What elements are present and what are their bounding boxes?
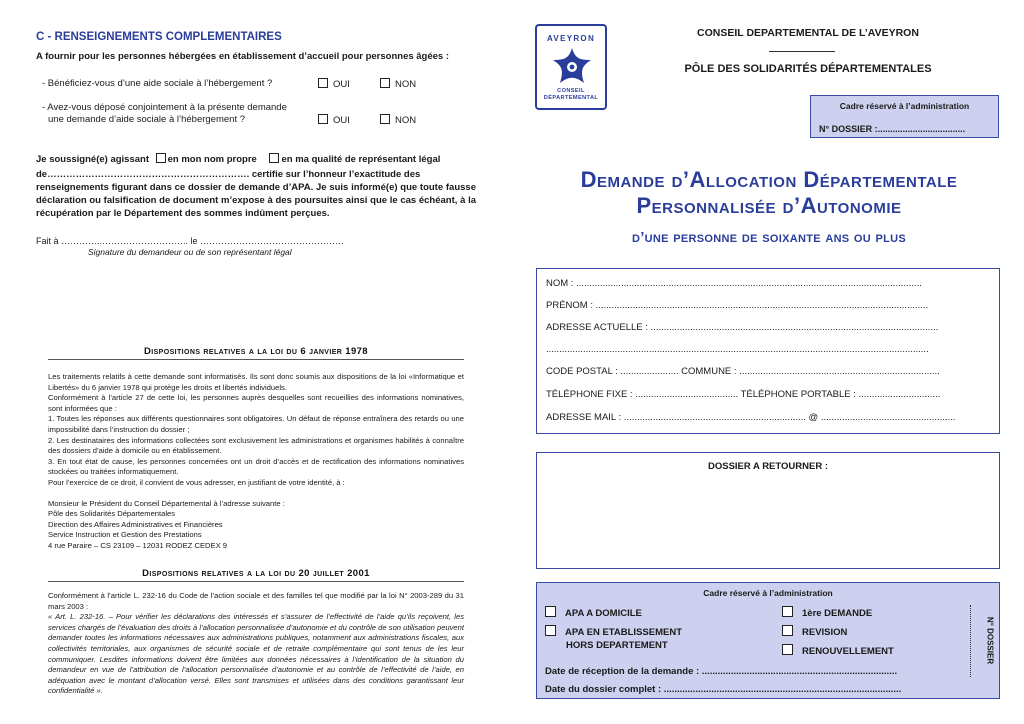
dispositions-2001-text bbox=[48, 591, 464, 697]
nom-field[interactable]: NOM : ................................................................................................................................... bbox=[546, 278, 922, 289]
q2-non-checkbox[interactable] bbox=[380, 114, 390, 124]
question-demande-conjointe-line1: - Avez-vous déposé conjointement à la présente demande bbox=[42, 102, 287, 113]
identity-box bbox=[536, 268, 1000, 434]
dossier-vertical-label: N° DOSSIER bbox=[985, 616, 995, 665]
adresse-line2-field[interactable]: ................................................................................................................................................. bbox=[546, 344, 929, 355]
section-c-title: C - RENSEIGNEMENTS COMPLEMENTAIRES bbox=[36, 31, 282, 43]
dossier-retour-heading: DOSSIER A RETOURNER : bbox=[708, 461, 828, 472]
dispositions-1978 bbox=[48, 346, 464, 552]
aveyron-logo bbox=[535, 24, 607, 110]
q1-non-checkbox[interactable] bbox=[380, 78, 390, 88]
premiere-demande-checkbox[interactable] bbox=[782, 606, 793, 617]
disp-1978-paragraph: 1. Toutes les réponses aux différents questionnaires sont obligatoires. Un défaut de réponse entraînera des retards ou une impossibilité dans l’instruction du dossier ; bbox=[48, 414, 464, 434]
org-name: CONSEIL DEPARTEMENTAL DE L’AVEYRON bbox=[697, 27, 919, 39]
legal-rep-checkbox[interactable] bbox=[269, 153, 279, 163]
disp-1978-paragraph: Pour l’exercice de ce droit, il convient de vous adresser, en justifiant de votre identité, à : bbox=[48, 477, 345, 487]
q2-oui-checkbox[interactable] bbox=[318, 114, 328, 124]
apa-etablissement-line2: HORS DEPARTEMENT bbox=[566, 640, 668, 651]
soussigne-label: Je soussigné(e) agissant bbox=[36, 154, 149, 165]
dossier-retour-box bbox=[536, 452, 1000, 569]
adresse-field[interactable]: ADRESSE ACTUELLE : ............................................................................................................. bbox=[546, 322, 939, 333]
declaration-text: renseignements figurant dans ce dossier de demande d’APA. Je suis informé(e) que toute fausse déclaration ou falsification de document m’expose à des poursuites ainsi que le cas échéant, à la récupération par le Département des sommes indûment perçues. bbox=[36, 182, 476, 219]
admin-top-dossier-field[interactable]: N° DOSSIER :................................... bbox=[819, 124, 966, 134]
revision-option[interactable]: REVISION bbox=[782, 625, 847, 638]
section-c-intro: A fournir pour les personnes hébergées en établissement d’accueil pour personnes âgées : bbox=[36, 51, 450, 62]
disp-1978-address-line: 4 rue Paraire – CS 23109 – 12031 RODEZ CEDEX 9 bbox=[48, 540, 227, 550]
disp-1978-paragraph: 2. Les destinataires des informations collectées sont exclusivement les administrations et organismes habilités à connaître des dossiers d’aide à domicile ou en établissement. bbox=[48, 435, 464, 456]
own-name-checkbox[interactable] bbox=[156, 153, 166, 163]
dispositions-2001-heading: Dispositions relatives a la loi du 20 juillet 2001 bbox=[48, 568, 464, 582]
code-postal-commune-field[interactable]: CODE POSTAL : ...................... COMMUNE : ............................................................................ bbox=[546, 366, 940, 377]
dispositions-1978-heading: Dispositions relatives a la loi du 6 janvier 1978 bbox=[48, 346, 464, 360]
admin-reserved-top bbox=[810, 95, 999, 138]
renouvellement-checkbox[interactable] bbox=[782, 644, 793, 655]
q1-oui-checkbox[interactable] bbox=[318, 78, 328, 88]
admin-bottom-heading: Cadre réservé à l’administration bbox=[703, 588, 833, 598]
admin-top-heading: Cadre réservé à l’administration bbox=[839, 101, 970, 111]
premiere-demande-option[interactable]: 1ère DEMANDE bbox=[782, 606, 872, 619]
logo-star-icon bbox=[551, 46, 593, 86]
disp-2001-quote: « Art. L. 232-16. – Pour vérifier les déclarations des intéressés et s’assurer de l’effectivité de l’aide qu’ils reçoivent, les services chargés de l’évaluation des droits à l’allocation personnalisée d’autonomie et du contrôle de son utilisation peuvent demander toutes les informations nécessaires aux administrations publiques, notamment aux administrations fiscales, aux collectivités territoriales, aux organismes de sécurité sociale et de retraite complémentaire qui sont tenus de les leur communiquer. Lesdites informations doivent être limitées aux données nécessaires à l’identification de la situation du demandeur en vue de l’attribution de l’allocation personnalisée d’autonomie et au contrôle de l’effectivité de l’aide, en adéquation avec le montant d’allocation versé. Elles sont transmises et utilisées dans des conditions garantissant leur confidentialité ». bbox=[48, 612, 464, 696]
disp-1978-address-line: Service Instruction et Gestion des Prestations bbox=[48, 530, 202, 540]
disp-1978-paragraph: Conformément à l’article 27 de cette loi, les personnes auprès desquelles sont recueillies des informations nominatives, sont informées que : bbox=[48, 393, 464, 413]
org-divider bbox=[769, 51, 835, 52]
disp-1978-address-line: Direction des Affaires Administratives et Financières bbox=[48, 519, 223, 529]
telephone-field[interactable]: TÉLÉPHONE FIXE : ....................................... TÉLÉPHONE PORTABLE : ............................... bbox=[546, 389, 941, 400]
own-name-option[interactable]: en mon nom propre bbox=[156, 154, 257, 165]
question-aide-sociale: - Bénéficiez-vous d’une aide sociale à l’hébergement ? bbox=[42, 78, 273, 89]
fait-a-line: Fait à …………..……………………….. le ………………………………………… bbox=[36, 236, 345, 246]
prenom-field[interactable]: PRÉNOM : .............................................................................................................................. bbox=[546, 300, 929, 311]
disp-1978-address-line: Monsieur le Président du Conseil Départemental à l’adresse suivante : bbox=[48, 498, 285, 508]
dossier-vertical-line bbox=[970, 605, 971, 677]
admin-reserved-bottom bbox=[536, 582, 1000, 699]
declaration-block bbox=[36, 153, 476, 220]
logo-top-text: AVEYRON bbox=[546, 34, 596, 43]
apa-etablissement-option[interactable]: APA EN ETABLISSEMENT bbox=[545, 625, 682, 638]
q1-non-option[interactable]: NON bbox=[380, 78, 416, 90]
form-subtitle: d’une personne de soixante ans ou plus bbox=[631, 229, 907, 246]
disp-1978-address-line: Pôle des Solidarités Départementales bbox=[48, 509, 176, 519]
q2-non-option[interactable]: NON bbox=[380, 114, 416, 126]
dispositions-2001 bbox=[48, 568, 464, 697]
renouvellement-option[interactable]: RENOUVELLEMENT bbox=[782, 644, 894, 657]
q2-oui-option[interactable]: OUI bbox=[318, 114, 350, 126]
legal-rep-option[interactable]: en ma qualité de représentant légal bbox=[269, 154, 440, 165]
date-reception-field[interactable]: Date de réception de la demande : .......................................................................... bbox=[545, 666, 898, 677]
date-complet-field[interactable]: Date du dossier complet : .......................................................................................... bbox=[545, 684, 902, 695]
logo-bottom-text: CONSEIL DÉPARTEMENTAL bbox=[543, 88, 599, 101]
form-title: Demande d’Allocation Départementale Personnalisée d’Autonomie bbox=[580, 167, 958, 218]
revision-checkbox[interactable] bbox=[782, 625, 793, 636]
dispositions-1978-text bbox=[48, 372, 464, 552]
disp-1978-paragraph: Les traitements relatifs à cette demande sont informatisés. Ils sont donc soumis aux dispositions de la loi «Informatique et Libertés» du 6 janvier 1978 qui protège les droits et libertés individuels. bbox=[48, 372, 464, 392]
question-demande-conjointe-line2: une demande d’aide sociale à l’hébergement ? bbox=[48, 114, 245, 125]
q1-oui-option[interactable]: OUI bbox=[318, 78, 350, 90]
disp-1978-paragraph: 3. En tout état de cause, les personnes concernées ont un droit d’accès et de rectification des informations nominatives stockées ou traitées informatiquement. bbox=[48, 456, 464, 477]
adresse-mail-field[interactable]: ADRESSE MAIL : ..................................................................... @ ................................................... bbox=[546, 412, 956, 423]
disp-2001-paragraph: Conformément à l’article L. 232-16 du Code de l’action sociale et des familles tel que modifié par la loi N° 2003-289 du 31 mars 2003 : bbox=[48, 591, 464, 611]
org-pole: PÔLE DES SOLIDARITÉS DÉPARTEMENTALES bbox=[684, 63, 932, 75]
declaration-line1: de………………………………………………………. certifie sur l’honneur l’exactitude des bbox=[36, 169, 421, 180]
apa-domicile-checkbox[interactable] bbox=[545, 606, 556, 617]
apa-etablissement-checkbox[interactable] bbox=[545, 625, 556, 636]
apa-domicile-option[interactable]: APA A DOMICILE bbox=[545, 606, 642, 619]
signature-caption: Signature du demandeur ou de son représentant légal bbox=[88, 247, 292, 257]
